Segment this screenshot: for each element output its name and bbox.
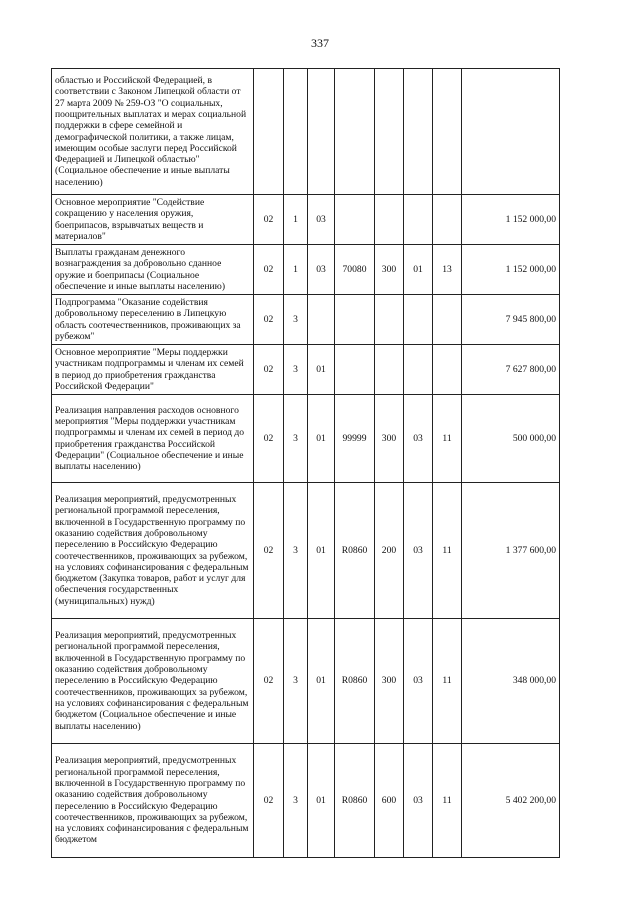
cell-main-event: 01 — [308, 483, 335, 619]
table-row — [52, 619, 560, 744]
cell-subsection: 13 — [433, 245, 462, 295]
cell-subprogram: 1 — [284, 195, 308, 245]
cell-amount: 7 945 800,00 — [462, 295, 560, 345]
table-row — [52, 483, 560, 619]
table-row — [52, 744, 560, 858]
cell-direction: 99999 — [335, 395, 375, 483]
cell-amount: 7 627 800,00 — [462, 345, 560, 395]
cell-expense-type: 300 — [375, 619, 404, 744]
cell-main-event: 01 — [308, 619, 335, 744]
cell-expense-type — [375, 69, 404, 195]
cell-subprogram: 3 — [284, 619, 308, 744]
cell-program: 02 — [254, 744, 284, 858]
cell-direction — [335, 295, 375, 345]
cell-expense-type: 300 — [375, 395, 404, 483]
cell-direction — [335, 345, 375, 395]
cell-amount: 1 152 000,00 — [462, 245, 560, 295]
cell-direction: 70080 — [335, 245, 375, 295]
cell-main-event: 03 — [308, 195, 335, 245]
cell-main-event — [308, 295, 335, 345]
cell-subsection — [433, 195, 462, 245]
cell-amount: 1 152 000,00 — [462, 195, 560, 245]
cell-section — [404, 195, 433, 245]
cell-expense-type: 600 — [375, 744, 404, 858]
cell-section: 01 — [404, 245, 433, 295]
cell-subprogram: 3 — [284, 345, 308, 395]
cell-direction: R0860 — [335, 483, 375, 619]
cell-section: 03 — [404, 744, 433, 858]
cell-direction — [335, 69, 375, 195]
cell-subsection: 11 — [433, 395, 462, 483]
cell-subprogram: 3 — [284, 395, 308, 483]
cell-subsection: 11 — [433, 619, 462, 744]
row-name: Реализация направления расходов основного мероприятия "Меры поддержки участникам подпрограммы и членам их семей в период до приобретения гражданства Российской Федерации" (Социальное обеспечение и иные выплаты населению) — [52, 395, 254, 483]
cell-program: 02 — [254, 295, 284, 345]
row-name: областью и Российской Федерацией, в соответствии с Законом Липецкой области от 27 марта 2009 № 259-ОЗ "О социальных, поощрительных выплатах и мерах социальной поддержки в сфере семейной и демографической политики, а также лицам, имеющим особые заслуги перед Российской Федерацией и Липецкой областью" (Социальное обеспечение и иные выплаты населению) — [52, 69, 254, 195]
cell-main-event: 01 — [308, 395, 335, 483]
cell-subsection: 11 — [433, 744, 462, 858]
cell-subsection — [433, 345, 462, 395]
cell-subprogram: 3 — [284, 744, 308, 858]
cell-expense-type: 300 — [375, 245, 404, 295]
cell-subsection — [433, 295, 462, 345]
cell-expense-type — [375, 195, 404, 245]
cell-program — [254, 69, 284, 195]
cell-subsection: 11 — [433, 483, 462, 619]
cell-subprogram: 3 — [284, 483, 308, 619]
page-number: 337 — [311, 36, 329, 50]
cell-expense-type — [375, 295, 404, 345]
cell-main-event: 03 — [308, 245, 335, 295]
cell-program: 02 — [254, 483, 284, 619]
cell-section — [404, 295, 433, 345]
cell-program: 02 — [254, 345, 284, 395]
cell-direction: R0860 — [335, 744, 375, 858]
table-row — [52, 295, 560, 345]
cell-main-event: 01 — [308, 345, 335, 395]
cell-subprogram: 3 — [284, 295, 308, 345]
cell-amount: 5 402 200,00 — [462, 744, 560, 858]
table-row — [52, 345, 560, 395]
cell-program: 02 — [254, 195, 284, 245]
row-name: Подпрограмма "Оказание содействия добровольному переселению в Липецкую область соотечественников, проживающих за рубежом" — [52, 295, 254, 345]
cell-amount — [462, 69, 560, 195]
cell-expense-type — [375, 345, 404, 395]
cell-amount: 500 000,00 — [462, 395, 560, 483]
row-name: Реализация мероприятий, предусмотренных региональной программой переселения, включенной в Государственную программу по оказанию содействия добровольному переселению в Российскую Федерацию соотечественников, проживающих за рубежом, на условиях софинансирования с федеральным бюджетом (Социальное обеспечение и иные выплаты населению) — [52, 619, 254, 744]
cell-amount: 348 000,00 — [462, 619, 560, 744]
cell-subprogram — [284, 69, 308, 195]
row-name: Выплаты гражданам денежного вознаграждения за добровольно сданное оружие и боеприпасы (Социальное обеспечение и иные выплаты населению) — [52, 245, 254, 295]
cell-main-event — [308, 69, 335, 195]
cell-subprogram: 1 — [284, 245, 308, 295]
cell-main-event: 01 — [308, 744, 335, 858]
cell-direction: R0860 — [335, 619, 375, 744]
budget-table — [51, 68, 560, 858]
cell-amount: 1 377 600,00 — [462, 483, 560, 619]
cell-subsection — [433, 69, 462, 195]
cell-expense-type: 200 — [375, 483, 404, 619]
cell-section: 03 — [404, 619, 433, 744]
cell-program: 02 — [254, 619, 284, 744]
row-name: Основное мероприятие "Содействие сокращению у населения оружия, боеприпасов, взрывчатых веществ и материалов" — [52, 195, 254, 245]
table-row — [52, 69, 560, 195]
cell-program: 02 — [254, 245, 284, 295]
cell-direction — [335, 195, 375, 245]
cell-section: 03 — [404, 395, 433, 483]
row-name: Реализация мероприятий, предусмотренных региональной программой переселения, включенной в Государственную программу по оказанию содействия добровольному переселению в Российскую Федерацию соотечественников, проживающих за рубежом, на условиях софинансирования с федеральным бюджетом — [52, 744, 254, 858]
table-row — [52, 395, 560, 483]
table-row — [52, 195, 560, 245]
row-name: Основное мероприятие "Меры поддержки участникам подпрограммы и членам их семей в период до приобретения гражданства Российской Федерации" — [52, 345, 254, 395]
table-row — [52, 245, 560, 295]
row-name: Реализация мероприятий, предусмотренных региональной программой переселения, включенной в Государственную программу по оказанию содействия добровольному переселению в Российскую Федерацию соотечественников, проживающих за рубежом, на условиях софинансирования с федеральным бюджетом (Закупка товаров, работ и услуг для обеспечения государственных (муниципальных) нужд) — [52, 483, 254, 619]
cell-section — [404, 69, 433, 195]
cell-section: 03 — [404, 483, 433, 619]
cell-program: 02 — [254, 395, 284, 483]
cell-section — [404, 345, 433, 395]
